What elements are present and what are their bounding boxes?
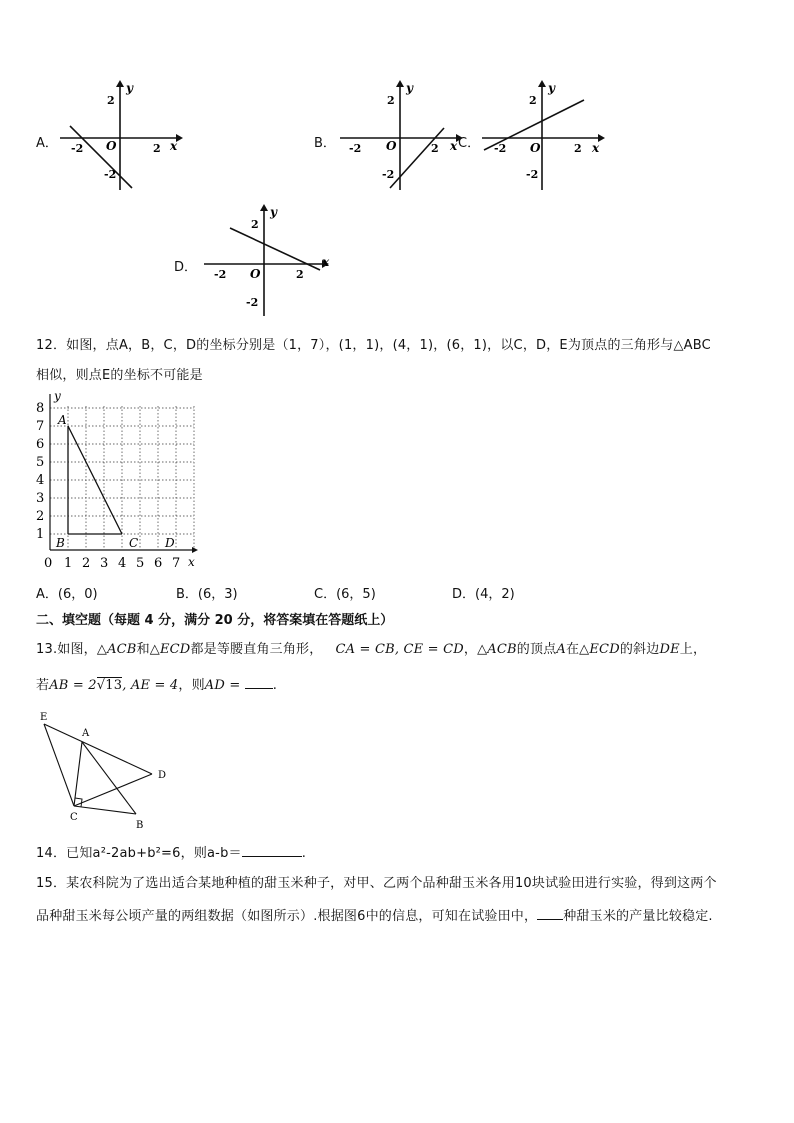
svg-text:-2: -2 — [494, 142, 507, 155]
svg-text:O: O — [386, 139, 397, 153]
y-axis-arrow — [116, 80, 124, 87]
y-axis-label: y — [54, 390, 61, 403]
q13-answer-blank[interactable] — [245, 675, 273, 689]
q14-line: 14．已知a²-2ab+b²=6，则a-b＝ . — [36, 842, 306, 861]
q13-line1: 13.如图，△ACB和△ECD都是等腰直角三角形， CA = CB, CE = CD，△ACB的顶点A在△ECD的斜边DE上， — [36, 642, 707, 657]
q15-line2: 品种甜玉米每公顷产量的两组数据（如图所示）.根据图6中的信息，可知在试验田中， 种甜玉米的产量比较稳定. — [36, 905, 713, 924]
y-tick-label: 2 — [36, 509, 45, 524]
segment-ed — [44, 724, 152, 774]
label-a: A — [82, 728, 90, 739]
svg-text:-2: -2 — [349, 142, 362, 155]
svg-text:y: y — [406, 81, 413, 95]
x-tick-label: 2 — [82, 556, 91, 570]
label-c: C — [70, 812, 78, 823]
point-b-label: B — [56, 536, 65, 550]
option-b-graph — [338, 80, 463, 192]
svg-text:-2: -2 — [382, 168, 395, 181]
x-tick-label: 7 — [172, 556, 181, 570]
x-axis-label: x — [170, 139, 178, 153]
svg-text:2: 2 — [387, 94, 395, 107]
q12-choice-c: C．(6，5) — [314, 587, 376, 602]
svg-text:2: 2 — [431, 142, 439, 155]
q12-choice-a: A．(6，0) — [36, 587, 98, 602]
x-tick-label: 4 — [118, 556, 127, 570]
x-tick-label: 5 — [136, 556, 145, 570]
q12-choice-b: B．(6，3) — [176, 587, 238, 602]
q13-line2: 若AB = 2√13, AE = 4，则AD = . — [36, 674, 277, 693]
x-tick-label: 1 — [64, 556, 73, 570]
y-tick-label: 5 — [36, 455, 45, 470]
function-line — [70, 126, 132, 188]
q12-text-line2: 相似，则点E的坐标不可能是 — [36, 368, 203, 383]
option-b-label: B． — [314, 136, 336, 151]
tick-neg-y: -2 — [104, 168, 117, 181]
tick-neg: -2 — [71, 142, 84, 155]
option-d-label: D． — [174, 260, 198, 275]
segment-ac — [74, 742, 82, 806]
origin-label: O — [106, 139, 117, 153]
y-tick-label: 3 — [36, 491, 45, 506]
segment-cd — [74, 774, 152, 806]
q15-line1: 15．某农科院为了选出适合某地种植的甜玉米种子，对甲、乙两个品种甜玉米各用10块试验田进行实验，得到这两个 — [36, 876, 717, 891]
svg-text:2: 2 — [251, 218, 259, 231]
y-tick-label: 8 — [36, 401, 45, 416]
svg-text:x: x — [450, 139, 458, 153]
svg-text:-2: -2 — [214, 268, 227, 281]
q12-grid-figure — [32, 390, 202, 570]
label-b: B — [136, 820, 144, 831]
tick-pos: 2 — [107, 94, 115, 107]
label-e: E — [40, 712, 48, 723]
q15-answer-blank[interactable] — [537, 906, 563, 920]
svg-text:2: 2 — [529, 94, 537, 107]
svg-text:x: x — [592, 141, 600, 155]
svg-text:y: y — [270, 205, 277, 219]
x-tick-label: 0 — [44, 556, 53, 570]
option-c-label: C． — [458, 136, 481, 151]
grid-lines — [50, 406, 194, 550]
svg-text:-2: -2 — [246, 296, 259, 309]
q12-choice-d: D．(4，2) — [452, 587, 515, 602]
svg-text:-2: -2 — [526, 168, 539, 181]
y-axis-label: y — [126, 81, 133, 95]
y-tick-label: 1 — [36, 527, 45, 542]
svg-text:O: O — [530, 141, 541, 155]
function-line — [390, 128, 444, 188]
option-c-graph — [480, 80, 605, 192]
tick-pos-x: 2 — [153, 142, 161, 155]
option-a-graph — [58, 80, 183, 192]
point-d-label: D — [165, 536, 175, 550]
svg-text:y: y — [548, 81, 555, 95]
svg-text:2: 2 — [574, 142, 582, 155]
y-tick-label: 6 — [36, 437, 45, 452]
x-tick-label: 6 — [154, 556, 163, 570]
svg-text:O: O — [250, 267, 261, 281]
segment-cb — [74, 806, 136, 814]
svg-text:x: x — [322, 255, 330, 269]
q13-figure — [36, 708, 176, 832]
point-c-label: C — [129, 536, 139, 550]
option-d-graph — [202, 204, 332, 316]
x-tick-label: 3 — [100, 556, 109, 570]
y-tick-label: 4 — [36, 473, 45, 488]
segment-ab — [82, 742, 136, 814]
x-axis-label: x — [188, 555, 195, 569]
y-tick-label: 7 — [36, 419, 45, 434]
section-title: 二、填空题（每题 4 分，满分 20 分，将答案填在答题纸上） — [36, 613, 394, 628]
option-a-label: A． — [36, 136, 58, 151]
point-a-label: A — [58, 413, 67, 427]
svg-text:2: 2 — [296, 268, 304, 281]
q14-answer-blank[interactable] — [242, 843, 302, 857]
q12-text-line1: 12．如图，点A，B，C，D的坐标分别是（1，7），(1，1)，(4，1)，(6，1)，以C，D，E为顶点的三角形与△ABC — [36, 338, 711, 353]
label-d: D — [158, 770, 167, 781]
